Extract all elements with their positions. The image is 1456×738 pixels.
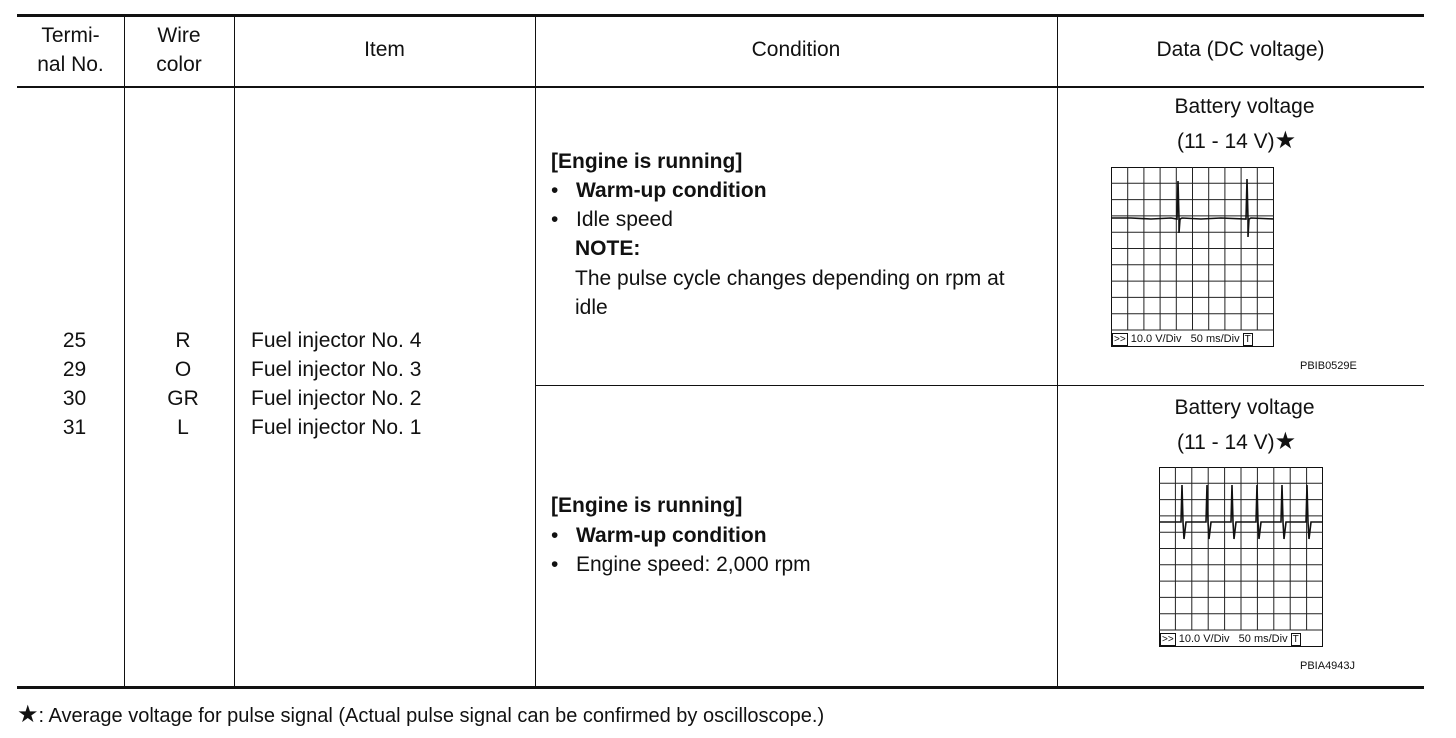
header-item: Item [364, 38, 405, 61]
oscilloscope-waveform-2000rpm [1159, 467, 1324, 647]
voltage-range-text: (11 - 14 V) [1177, 130, 1275, 153]
figure-code: PBIA4943J [1300, 660, 1356, 672]
footnote-text: : Average voltage for pulse signal (Actual pulse signal can be confirmed by oscilloscope.) [38, 705, 825, 727]
voltage-range-text: (11 - 14 V) [1177, 431, 1275, 454]
data-voltage-range [1177, 127, 1296, 156]
note-text-line2: idle [575, 296, 608, 319]
item-name: Fuel injector No. 2 [251, 387, 422, 410]
terminal-no: 29 [62, 358, 87, 381]
condition-title: [Engine is running] [551, 150, 743, 173]
note-title: NOTE: [575, 237, 641, 260]
header-terminal-line2: nal No. [37, 53, 104, 76]
scope-scale-labels [1160, 633, 1301, 646]
table-top-rule [17, 14, 1424, 17]
wire-color: O [174, 358, 192, 381]
header-wire-line1: Wire [157, 24, 201, 47]
terminal-no: 31 [62, 416, 87, 439]
bullet-mark: • [551, 208, 559, 231]
data-voltage-label: Battery voltage [1174, 396, 1315, 419]
header-bottom-rule [17, 86, 1424, 88]
wire-color: R [175, 329, 191, 352]
item-name: Fuel injector No. 3 [251, 358, 422, 381]
header-terminal-line1: Termi- [41, 24, 100, 47]
item-name: Fuel injector No. 4 [251, 329, 422, 352]
scope-time-div: 50 ms/Div [1190, 333, 1240, 345]
item-list [251, 326, 421, 442]
star-icon: ★ [1274, 428, 1297, 455]
bullet-text: Engine speed: 2,000 rpm [576, 553, 811, 576]
wire-color: L [177, 416, 189, 439]
wire-color-list [124, 326, 242, 442]
bullet-mark: • [551, 179, 559, 202]
scope-volt-div: 10.0 V/Div [1130, 333, 1182, 345]
scope-scale-labels [1112, 333, 1253, 346]
col-divider-3 [535, 16, 536, 687]
row-divider [535, 385, 1424, 386]
scope-trigger-mark: T [1292, 634, 1299, 645]
table-bottom-rule [17, 686, 1424, 689]
terminal-no: 25 [62, 329, 87, 352]
bullet-text: Warm-up condition [576, 524, 767, 547]
scope-arrow-icon: >> [1162, 634, 1174, 645]
header-wire-color [124, 21, 234, 79]
terminal-list [17, 326, 132, 442]
footnote [17, 702, 824, 731]
condition-title: [Engine is running] [551, 494, 743, 517]
bullet-mark: • [551, 524, 559, 547]
oscilloscope-waveform-idle [1111, 167, 1275, 347]
header-wire-line2: color [156, 53, 202, 76]
scope-trigger-mark: T [1244, 334, 1251, 345]
figure-code: PBIB0529E [1300, 360, 1357, 372]
header-terminal [17, 21, 124, 79]
terminal-no: 30 [62, 387, 87, 410]
data-voltage-label: Battery voltage [1174, 95, 1315, 118]
data-voltage-range [1177, 428, 1296, 457]
bullet-text: Idle speed [576, 208, 673, 231]
scope-time-div: 50 ms/Div [1238, 633, 1288, 645]
header-data: Data (DC voltage) [1156, 38, 1325, 61]
scope-arrow-icon: >> [1114, 334, 1126, 345]
header-condition: Condition [751, 38, 841, 61]
star-icon: ★ [1274, 127, 1297, 154]
wire-color: GR [167, 387, 199, 410]
item-name: Fuel injector No. 1 [251, 416, 422, 439]
star-icon: ★ [17, 701, 39, 728]
note-text-line1: The pulse cycle changes depending on rpm at [575, 267, 1005, 290]
scope-volt-div: 10.0 V/Div [1178, 633, 1230, 645]
bullet-text: Warm-up condition [576, 179, 767, 202]
bullet-mark: • [551, 553, 559, 576]
